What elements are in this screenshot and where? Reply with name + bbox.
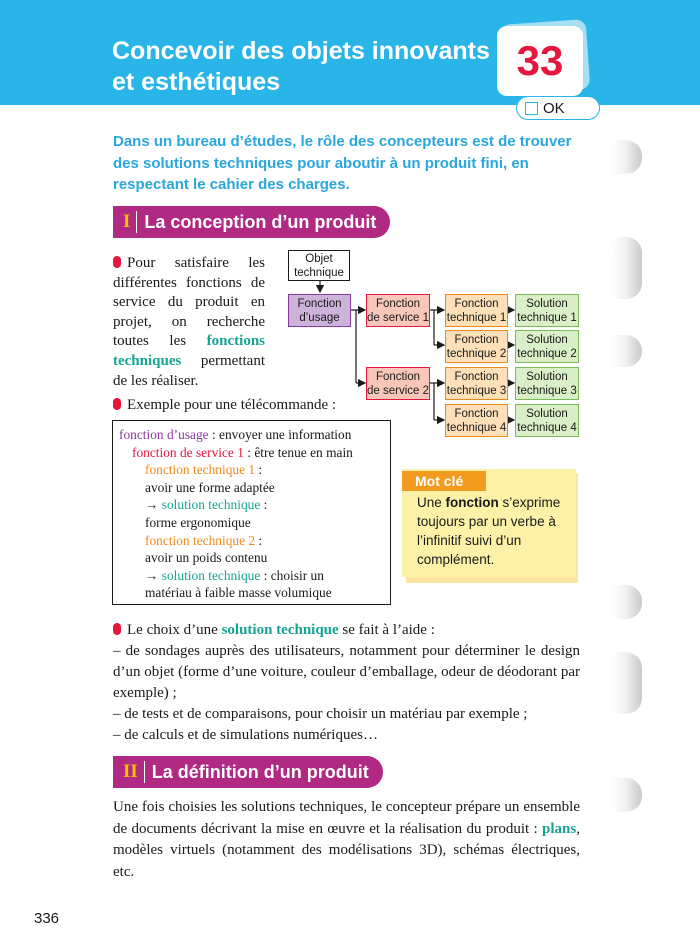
keyword-plans: plans <box>542 820 577 837</box>
section-2-number: II <box>113 761 145 783</box>
page-number: 336 <box>34 910 60 927</box>
node-objet-technique: Objet technique <box>288 250 350 281</box>
keyword-box <box>402 469 576 577</box>
node-solution-technique-3: Solution technique 3 <box>515 367 579 400</box>
chapter-number-badge: 33 <box>497 26 583 96</box>
node-fonction-technique-3: Fonction technique 3 <box>445 367 508 400</box>
node-fonction-service-1: Fonction de service 1 <box>366 294 430 327</box>
section-2-title: La définition d’un produit <box>151 761 369 782</box>
section-2-heading <box>113 756 383 788</box>
section-2-paragraph: Une fois choisies les solutions techniques, le concepteur prépare un ensemble de documents décrivant la mise en œuvre et la réalisation du produit : plans, modèles virtuels (notamment des modélisations 3D), schémas électriques, etc. <box>113 799 580 880</box>
side-tab <box>612 652 642 714</box>
side-tab <box>612 585 642 619</box>
chapter-title: Concevoir des objets innovants et esthétiques <box>112 37 490 96</box>
intro-text: Dans un bureau d’études, le rôle des concepteurs est de trouver des solutions techniques pour aboutir à un produit fini, en respectant le cahier des charges. <box>113 133 572 193</box>
choice-paragraph: Le choix d’une solution technique se fait à l’aide : – de sondages auprès des utilisateurs, notamment pour déterminer le design d’un objet (forme d’une voiture, couleur d’emballage, odeur de déodorant par exemple) ; – de tests et de comparaisons, pour choisir un matériau par exemple ; – de calculs et de simulations numériques… <box>113 620 580 746</box>
example-box: fonction d’usage : envoyer une information fonction de service 1 : être tenue en main fonction technique 1 : avoir une forme adaptée → solution technique : forme ergonomique fonction technique 2 : avoir un poids contenu → solution technique : choisir un matériau à faible masse volumique <box>112 420 391 605</box>
node-solution-technique-2: Solution technique 2 <box>515 330 579 363</box>
keyword-solution-technique: solution technique <box>221 622 339 638</box>
keyword-fonctions-techniques: fonctions techniques <box>113 333 265 369</box>
choice-item-3: – de calculs et de simulations numériques… <box>113 727 378 743</box>
section-1-title: La conception d’un produit <box>144 211 377 232</box>
section-1-paragraph: Pour satisfaire les différentes fonctions de service du produit en projet, on recherche toutes les fonctions techniques permettant de les réaliser. <box>113 255 265 389</box>
keyword-text: Une fonction s’exprime toujours par un verbe à l’infinitif suivi d’un complément. <box>417 495 561 567</box>
bullet-icon <box>113 623 121 635</box>
arrow-icon: → <box>145 567 162 583</box>
node-fonction-service-2: Fonction de service 2 <box>366 367 430 400</box>
node-fonction-usage: Fonction d’usage <box>288 294 351 327</box>
ok-label: OK <box>543 99 565 117</box>
choice-item-1: – de sondages auprès des utilisateurs, notamment pour déterminer le design d’un objet (forme d’une voiture, couleur d’emballage, odeur de déodorant par exemple) ; <box>113 643 580 701</box>
arrow-icon: → <box>145 497 162 513</box>
node-solution-technique-4: Solution technique 4 <box>515 404 579 437</box>
example-intro: Exemple pour une télécommande : <box>113 396 336 414</box>
section-1-number: I <box>113 211 137 233</box>
side-tab <box>612 778 642 812</box>
side-tab <box>612 140 642 174</box>
node-fonction-technique-4: Fonction technique 4 <box>445 404 508 437</box>
side-tab <box>612 237 642 299</box>
choice-item-2: – de tests et de comparaisons, pour choisir un matériau par exemple ; <box>113 706 528 722</box>
node-fonction-technique-1: Fonction technique 1 <box>445 294 508 327</box>
node-solution-technique-1: Solution technique 1 <box>515 294 579 327</box>
node-fonction-technique-2: Fonction technique 2 <box>445 330 508 363</box>
keyword-title: Mot clé <box>402 471 486 491</box>
